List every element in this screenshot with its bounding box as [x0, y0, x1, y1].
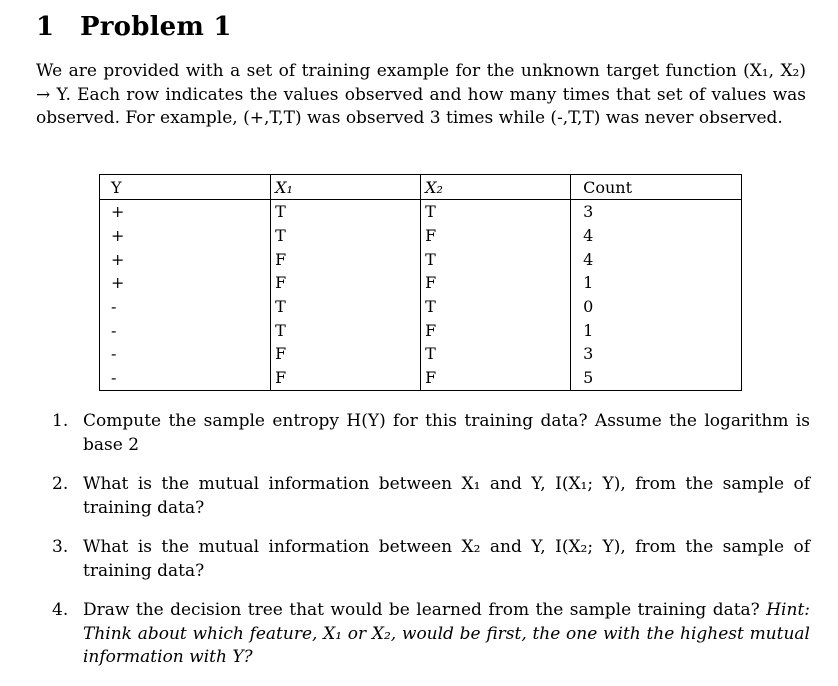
question-number: 2.: [52, 474, 69, 494]
question-number: 1.: [52, 411, 69, 431]
cell-y: +: [100, 271, 271, 295]
training-data-table: [99, 174, 742, 391]
cell-y: -: [100, 318, 271, 342]
section-title: [36, 12, 232, 42]
cell-x1: F: [271, 271, 421, 295]
table-row: [100, 224, 742, 248]
intro-paragraph: [36, 60, 806, 131]
table-row: [100, 200, 742, 224]
cell-x1: T: [271, 318, 421, 342]
cell-x2: F: [421, 224, 571, 248]
cell-x2: F: [421, 271, 571, 295]
cell-x1: F: [271, 366, 421, 390]
question-number: 3.: [52, 537, 69, 557]
table-row: [100, 318, 742, 342]
cell-x1: F: [271, 247, 421, 271]
question-text: What is the mutual information between X₁ and Y, I(X₁; Y), from the sample of training data?: [83, 474, 810, 518]
cell-x1: T: [271, 224, 421, 248]
table-row: [100, 247, 742, 271]
header-y: Y: [100, 175, 271, 200]
question-item: [52, 473, 810, 520]
cell-y: -: [100, 342, 271, 366]
cell-count: 0: [571, 295, 742, 319]
cell-x2: F: [421, 318, 571, 342]
cell-x2: T: [421, 342, 571, 366]
question-item: [52, 536, 810, 583]
cell-y: -: [100, 295, 271, 319]
question-list: [52, 410, 810, 686]
question-number: 4.: [52, 600, 69, 620]
section-title-text: Problem 1: [80, 12, 232, 42]
cell-x2: T: [421, 247, 571, 271]
question-item: [52, 410, 810, 457]
cell-y: +: [100, 224, 271, 248]
question-text: Compute the sample entropy H(Y) for this training data? Assume the logarithm is base 2: [83, 411, 810, 455]
header-x1: X₁: [271, 175, 421, 200]
table-row: [100, 295, 742, 319]
cell-count: 5: [571, 366, 742, 390]
cell-count: 1: [571, 271, 742, 295]
header-count: Count: [571, 175, 742, 200]
cell-x1: T: [271, 200, 421, 224]
header-x2: X₂: [421, 175, 571, 200]
table-row: [100, 366, 742, 390]
cell-count: 1: [571, 318, 742, 342]
intro-line-2: → Y. Each row indicates the values observed and how many times that set of values was: [36, 84, 806, 105]
cell-count: 3: [571, 342, 742, 366]
cell-x1: T: [271, 295, 421, 319]
question-text: What is the mutual information between X₂ and Y, I(X₂; Y), from the sample of training data?: [83, 537, 810, 581]
table-row: [100, 271, 742, 295]
table-row: [100, 342, 742, 366]
cell-y: +: [100, 247, 271, 271]
cell-count: 4: [571, 247, 742, 271]
question-hint: Hint: Think about which feature, X₁ or X₂, would be first, the one with the highest mutual information with Y?: [83, 600, 811, 667]
question-text: Draw the decision tree that would be learned from the sample training data?: [83, 600, 760, 620]
intro-line-3: observed. For example, (+,T,T) was observed 3 times while (-,T,T) was never observed.: [36, 108, 783, 128]
section-number: 1: [36, 12, 55, 42]
cell-y: -: [100, 366, 271, 390]
cell-count: 3: [571, 200, 742, 224]
table-header-row: [100, 175, 742, 200]
question-item: [52, 599, 810, 670]
cell-x2: T: [421, 295, 571, 319]
cell-x2: T: [421, 200, 571, 224]
intro-line-1: We are provided with a set of training example for the unknown target function (X₁, X₂): [36, 61, 806, 81]
cell-count: 4: [571, 224, 742, 248]
cell-x2: F: [421, 366, 571, 390]
cell-y: +: [100, 200, 271, 224]
cell-x1: F: [271, 342, 421, 366]
